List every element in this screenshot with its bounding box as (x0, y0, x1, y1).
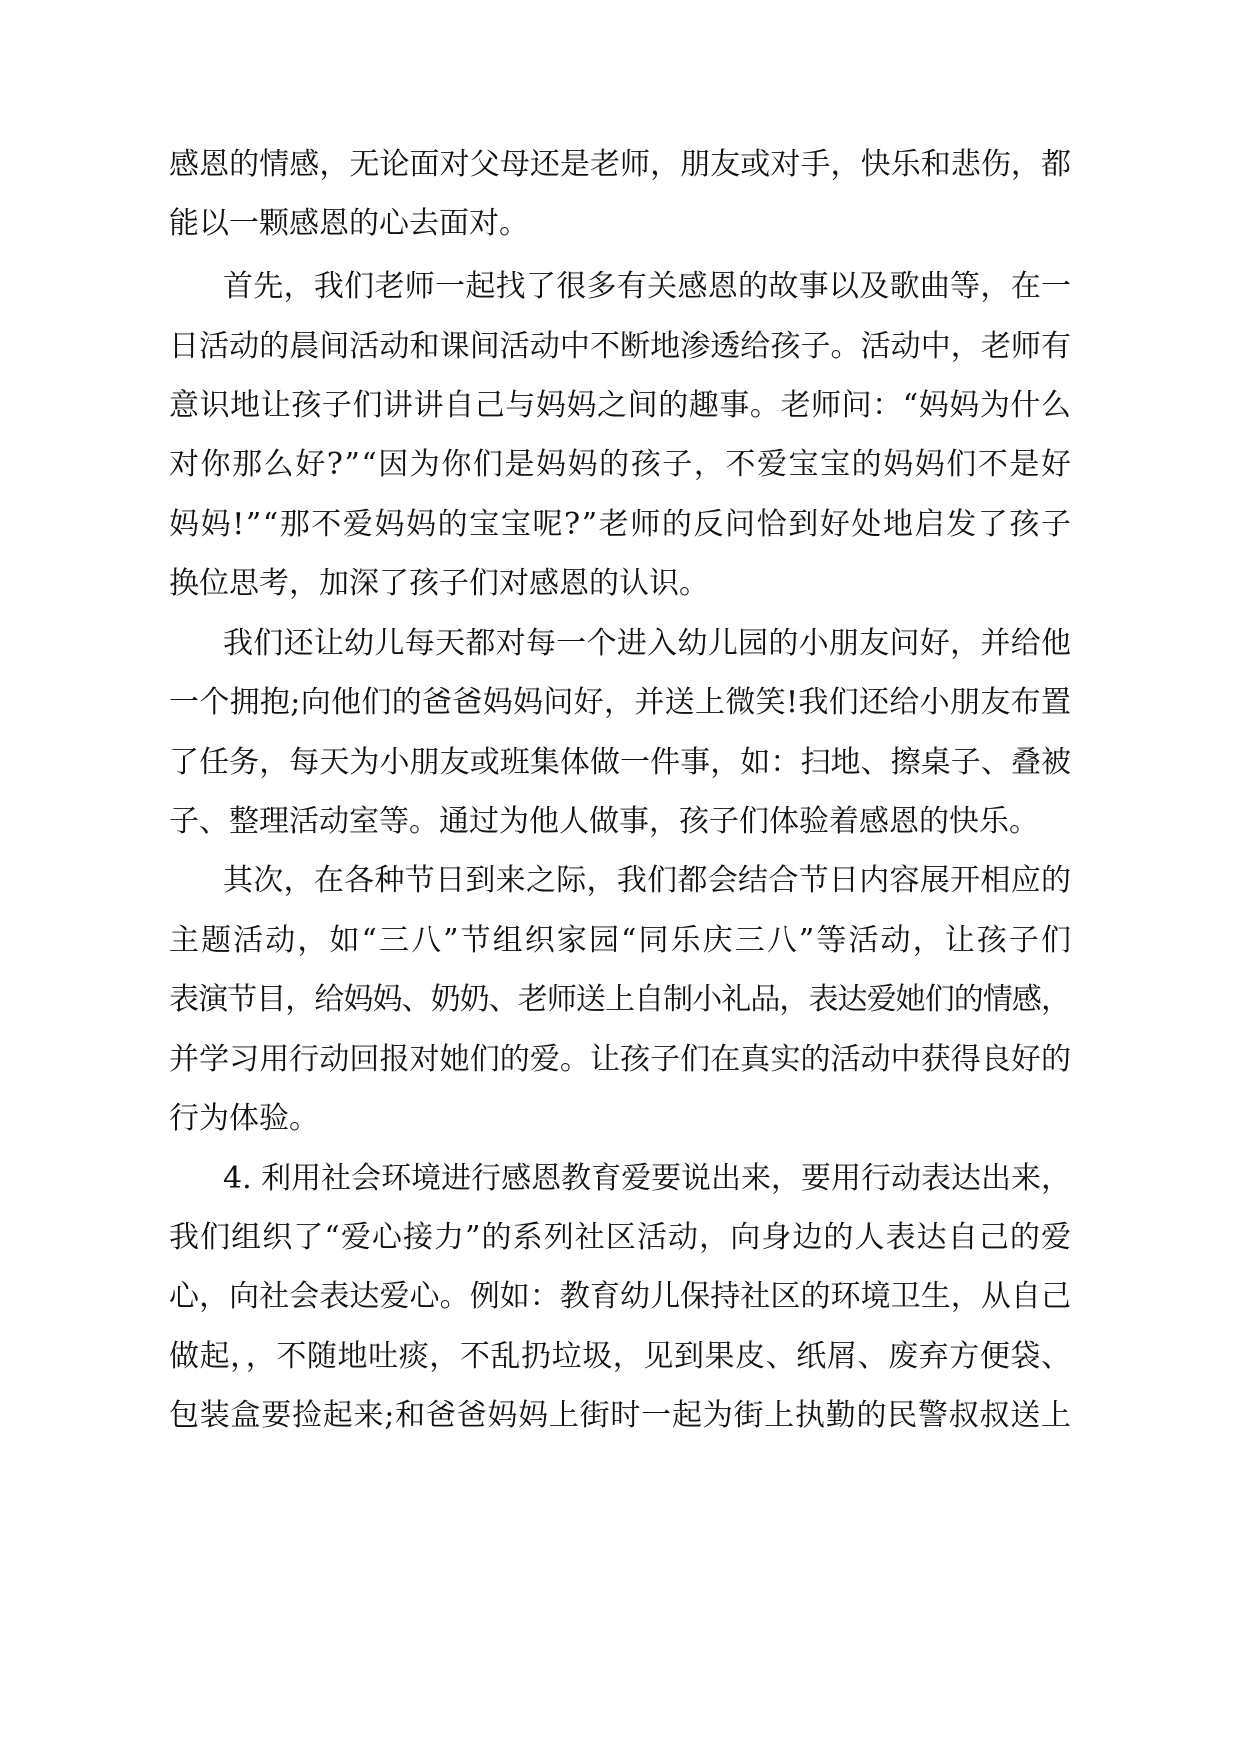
text-line-18 (0, 1159, 1241, 1199)
text-line-12-text: 子、整理活动室等。通过为他人做事，孩子们体验着感恩的快乐。 (169, 804, 1039, 839)
text-line-12 (0, 802, 1241, 842)
text-line-8-text: 换位思考，加深了孩子们对感恩的认识。 (169, 566, 709, 601)
text-line-22 (0, 1396, 1241, 1436)
text-line-17-text: 行为体验。 (169, 1101, 319, 1136)
text-line-9 (0, 624, 1241, 664)
text-line-6-text: 对你那么好?”“因为你们是妈妈的孩子，不爱宝宝的妈妈们不是好 (169, 447, 1073, 482)
text-line-11 (0, 743, 1241, 783)
text-line-8 (0, 564, 1241, 604)
text-line-7 (0, 505, 1241, 545)
text-line-14 (0, 921, 1241, 961)
text-line-5 (0, 386, 1241, 426)
text-line-17 (0, 1099, 1241, 1139)
text-line-7-text: 妈妈!”“那不爱妈妈的宝宝呢?”老师的反问恰到好处地启发了孩子 (169, 507, 1073, 542)
text-line-16 (0, 1040, 1241, 1080)
text-line-4 (0, 327, 1241, 367)
text-line-16-text: 并学习用行动回报对她们的爱。让孩子们在真实的活动中获得良好的 (169, 1042, 1072, 1077)
text-line-18-text: 4. 利用社会环境进行感恩教育爱要说出来，要用行动表达出来， (223, 1161, 1071, 1196)
text-line-6 (0, 445, 1241, 485)
text-line-13 (0, 861, 1241, 901)
text-line-15-text: 表演节目，给妈妈、奶奶、老师送上自制小礼品，表达爱她们的情感， (169, 982, 1071, 1017)
text-line-19 (0, 1218, 1241, 1258)
text-line-2 (0, 204, 1241, 244)
text-line-19-text: 我们组织了“爱心接力”的系列社区活动，向身边的人表达自己的爱 (169, 1220, 1073, 1255)
text-line-1-text: 感恩的情感，无论面对父母还是老师，朋友或对手，快乐和悲伤，都 (169, 147, 1072, 182)
text-line-3-text: 首先，我们老师一起找了很多有关感恩的故事以及歌曲等，在一 (223, 269, 1072, 304)
text-line-15 (0, 980, 1241, 1020)
text-line-21-text: 做起，，不随地吐痰，不乱扔垃圾，见到果皮、纸屑、废弃方便袋、 (169, 1339, 1072, 1374)
text-line-20-text: 心，向社会表达爱心。例如：教育幼儿保持社区的环境卫生，从自己 (169, 1279, 1072, 1314)
text-line-2-text: 能以一颗感恩的心去面对。 (169, 206, 529, 241)
text-line-22-text: 包装盒要捡起来;和爸爸妈妈上街时一起为街上执勤的民警叔叔送上 (169, 1398, 1072, 1433)
text-line-20 (0, 1277, 1241, 1317)
text-line-9-text: 我们还让幼儿每天都对每一个进入幼儿园的小朋友问好，并给他 (223, 626, 1072, 661)
text-line-10-text: 一个拥抱;向他们的爸爸妈妈问好，并送上微笑!我们还给小朋友布置 (169, 685, 1072, 720)
text-line-3 (0, 267, 1241, 307)
text-line-14-text: 主题活动，如“三八”节组织家园“同乐庆三八”等活动，让孩子们 (169, 923, 1074, 958)
text-line-13-text: 其次，在各种节日到来之际，我们都会结合节日内容展开相应的 (223, 863, 1072, 898)
text-line-5-text: 意识地让孩子们讲讲自己与妈妈之间的趣事。老师问：“妈妈为什么 (169, 388, 1072, 423)
text-line-11-text: 了任务，每天为小朋友或班集体做一件事，如：扫地、擦桌子、叠被 (169, 745, 1072, 780)
text-line-4-text: 日活动的晨间活动和课间活动中不断地渗透给孩子。活动中，老师有 (169, 329, 1072, 364)
text-line-10 (0, 683, 1241, 723)
text-line-21 (0, 1337, 1241, 1377)
text-line-1 (0, 145, 1241, 185)
